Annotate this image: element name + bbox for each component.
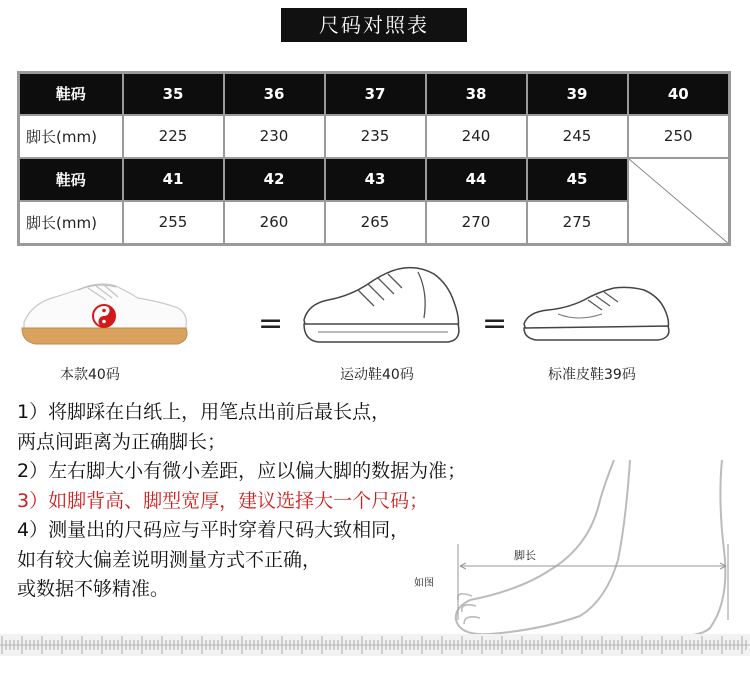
shoe2-caption: 运动鞋40码 xyxy=(340,367,414,383)
table-cell: 39 xyxy=(527,73,628,115)
table-cell: 38 xyxy=(426,73,527,115)
table-cell: 245 xyxy=(527,115,628,158)
yin-yang-emblem-icon xyxy=(93,305,115,327)
measurement-instructions xyxy=(17,398,466,605)
shoe-size-label: 鞋码 xyxy=(19,158,123,201)
table-cell: 37 xyxy=(325,73,426,115)
table-cell: 260 xyxy=(224,201,325,245)
table-cell: 230 xyxy=(224,115,325,158)
table-row xyxy=(19,201,730,245)
table-row xyxy=(19,115,730,158)
instruction-line: 4）测量出的尺码应与平时穿着尺码大致相同， xyxy=(17,519,410,541)
foot-length-label: 脚长 xyxy=(514,549,536,562)
instruction-line: 2）左右脚大小有微小差距，应以偏大脚的数据为准； xyxy=(17,460,467,482)
instruction-line: 或数据不够精准。 xyxy=(17,578,170,600)
foot-length-label: 脚长(mm) xyxy=(19,201,123,245)
example-label: 如图 xyxy=(414,578,434,589)
table-cell: 255 xyxy=(123,201,224,245)
foot-length-label: 脚长(mm) xyxy=(19,115,123,158)
leather-shoe-image xyxy=(518,278,678,348)
page-title: 尺码对照表 xyxy=(281,8,467,42)
size-chart-table xyxy=(17,71,731,246)
table-cell: 36 xyxy=(224,73,325,115)
table-cell: 45 xyxy=(527,158,628,201)
table-row xyxy=(19,158,730,201)
taichi-shoe-image xyxy=(18,278,190,350)
shoe-size-label: 鞋码 xyxy=(19,73,123,115)
ruler xyxy=(0,634,750,656)
table-cell: 41 xyxy=(123,158,224,201)
table-cell: 250 xyxy=(628,115,730,158)
table-cell: 42 xyxy=(224,158,325,201)
instruction-line: 两点间距离为正确脚长； xyxy=(17,430,227,453)
empty-diagonal-cell xyxy=(628,158,730,245)
instruction-line: 如有较大偏差说明测量方式不正确， xyxy=(17,548,322,571)
shoe3-caption: 标准皮鞋39码 xyxy=(548,367,636,383)
instruction-line: 1）将脚踩在白纸上，用笔点出前后最长点， xyxy=(17,401,391,423)
table-cell: 240 xyxy=(426,115,527,158)
table-cell: 35 xyxy=(123,73,224,115)
diagonal-line xyxy=(629,159,729,244)
sneaker-image xyxy=(298,262,468,352)
table-row xyxy=(19,73,730,115)
table-cell: 225 xyxy=(123,115,224,158)
table-cell: 275 xyxy=(527,201,628,245)
equals-sign: = xyxy=(482,306,508,341)
table-cell: 40 xyxy=(628,73,730,115)
instruction-line-highlight: 3）如脚背高、脚型宽厚，建议选择大一个尺码； xyxy=(17,489,429,512)
table-cell: 270 xyxy=(426,201,527,245)
table-cell: 43 xyxy=(325,158,426,201)
equals-sign: = xyxy=(258,306,284,341)
table-cell: 265 xyxy=(325,201,426,245)
table-cell: 235 xyxy=(325,115,426,158)
shoe1-caption: 本款40码 xyxy=(60,367,120,383)
table-cell: 44 xyxy=(426,158,527,201)
